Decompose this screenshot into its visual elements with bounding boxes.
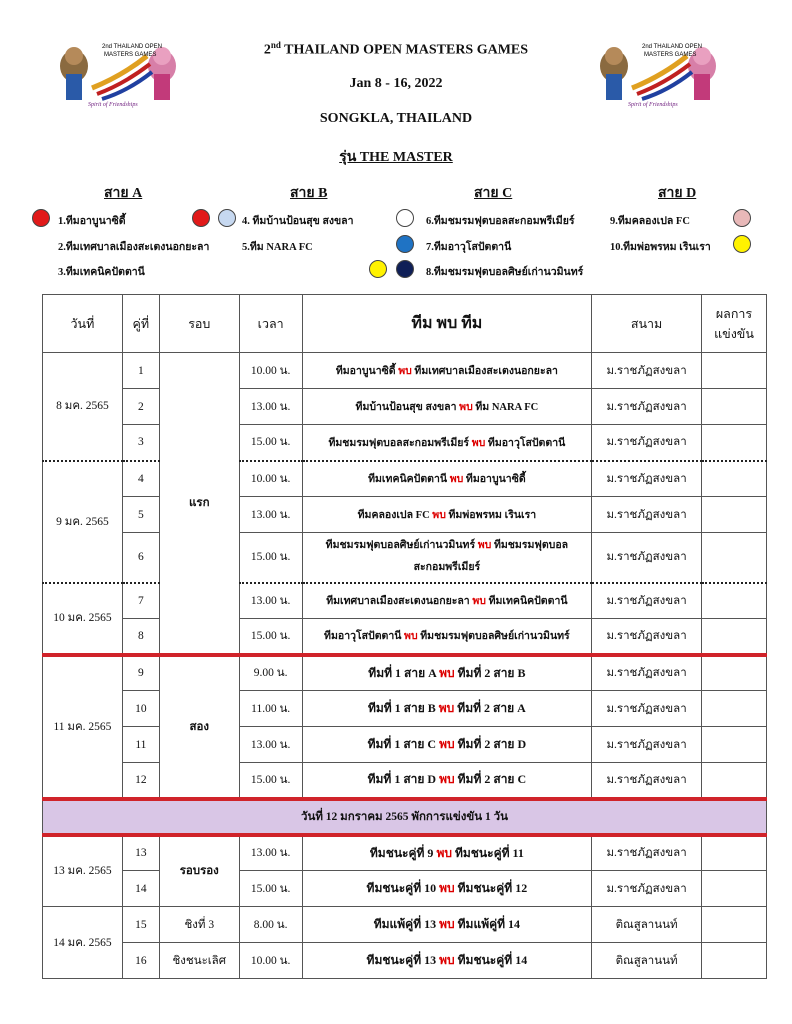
team-6: 6.ทีมชมรมฟุตบอลสะกอมพรีเมียร์ [426,216,575,227]
team-7: 7.ทีมอาวุโสปัตตานี [426,242,512,253]
match-cell: ทีมที่ 1 สาย D พบ ทีมที่ 2 สาย C [302,763,592,799]
round-cell: สอง [159,655,239,799]
team-9-color-dot [733,209,751,227]
logo-text-2: MASTERS GAMES [104,52,157,58]
pair-number: 16 [122,943,159,979]
team-2: 2.ทีมเทศบาลเมืองสะเตงนอกยะลา [58,242,210,253]
team-5: 5.ทีม NARA FC [242,242,313,253]
table-row [43,691,767,727]
match-time: 13.00 น. [239,389,302,425]
match-time: 15.00 น. [239,871,302,907]
round-cell: แรก [159,353,239,655]
match-time: 10.00 น. [239,943,302,979]
event-location: SONGKLA, THAILAND [319,111,473,126]
match-cell: ทีมบ้านป้อนสุข สงขลา พบ ทีม NARA FC [302,389,592,425]
match-time: 9.00 น. [239,655,302,691]
result-cell [702,835,767,871]
match-time: 8.00 น. [239,907,302,943]
venue-cell: ม.ราชภัฏสงขลา [592,619,702,655]
match-cell: ทีมคลองเปล FC พบ ทีมพ่อพรหม เรินเรา [302,497,592,533]
result-cell [702,461,767,497]
venue-cell: ม.ราชภัฏสงขลา [592,533,702,583]
round-cell: รอบรอง [159,835,239,907]
result-cell [702,943,767,979]
logo-text-1: 2nd THAILAND OPEN [642,44,702,50]
date-cell: 8 มค. 2565 [43,353,123,461]
venue-cell: ม.ราชภัฏสงขลา [592,727,702,763]
result-cell [702,425,767,461]
header-date: วันที่ [43,295,123,353]
team-9: 9.ทีมคลองเปล FC [610,216,690,227]
match-time: 13.00 น. [239,835,302,871]
pair-number: 12 [122,763,159,799]
table-row [43,619,767,655]
team-6-color-dot [396,209,414,227]
team-8-color-dot [369,260,387,278]
match-time: 13.00 น. [239,727,302,763]
round-cell: ชิงชนะเลิศ [159,943,239,979]
pair-number: 10 [122,691,159,727]
match-time: 13.00 น. [239,497,302,533]
table-row [43,943,767,979]
result-cell [702,871,767,907]
match-time: 10.00 น. [239,353,302,389]
logo-text-3: Spirit of Friendships [88,102,138,108]
header-time: เวลา [239,295,302,353]
match-cell: ทีมที่ 1 สาย C พบ ทีมที่ 2 สาย D [302,727,592,763]
match-cell: ทีมที่ 1 สาย B พบ ทีมที่ 2 สาย A [302,691,592,727]
pair-number: 13 [122,835,159,871]
logo-text-1: 2nd THAILAND OPEN [102,44,162,50]
venue-cell: ติณสูลานนท์ [592,943,702,979]
date-cell: 11 มค. 2565 [43,655,123,799]
match-cell: ทีมชนะคู่ที่ 9 พบ ทีมชนะคู่ที่ 11 [302,835,592,871]
venue-cell: ม.ราชภัฏสงขลา [592,497,702,533]
result-cell [702,533,767,583]
team-3: 3.ทีมเทคนิคปัตตานี [58,267,145,278]
match-cell: ทีมชนะคู่ที่ 10 พบ ทีมชนะคู่ที่ 12 [302,871,592,907]
header-round: รอบ [159,295,239,353]
table-row [43,425,767,461]
venue-cell: ม.ราชภัฏสงขลา [592,461,702,497]
match-time: 15.00 น. [239,763,302,799]
match-time: 15.00 น. [239,425,302,461]
match-time: 10.00 น. [239,461,302,497]
group-c-heading: สาย C [474,186,513,201]
match-time: 15.00 น. [239,533,302,583]
pair-number: 8 [122,619,159,655]
header-pair: คู่ที่ [122,295,159,353]
venue-cell: ม.ราชภัฏสงขลา [592,763,702,799]
venue-cell: ติณสูลานนท์ [592,907,702,943]
group-b-heading: สาย B [290,186,328,201]
match-cell: ทีมแพ้คู่ที่ 13 พบ ทีมแพ้คู่ที่ 14 [302,907,592,943]
venue-cell: ม.ราชภัฏสงขลา [592,583,702,619]
venue-cell: ม.ราชภัฏสงขลา [592,871,702,907]
pair-number: 4 [122,461,159,497]
team-7-color-dot [396,235,414,253]
team-1: 1.ทีมอาบูนาซิดี้ [58,216,126,227]
venue-cell: ม.ราชภัฏสงขลา [592,425,702,461]
result-cell [702,655,767,691]
header-venue: สนาม [592,295,702,353]
date-cell: 13 มค. 2565 [43,835,123,907]
match-time: 11.00 น. [239,691,302,727]
team-1-color-dot [32,209,50,227]
team-8-color-dot-2 [396,260,414,278]
table-row [43,389,767,425]
table-row [43,583,767,619]
logo-text-3: Spirit of Friendships [628,102,678,108]
result-cell [702,497,767,533]
team-10-color-dot [733,235,751,253]
event-dates: Jan 8 - 16, 2022 [349,76,443,91]
pair-number: 3 [122,425,159,461]
round-cell: ชิงที่ 3 [159,907,239,943]
match-time: 13.00 น. [239,583,302,619]
match-cell: ทีมชมรมฟุตบอลสะกอมพรีเมียร์ พบ ทีมอาวุโสปัตตานี [302,425,592,461]
match-cell: ทีมเทศบาลเมืองสะเตงนอกยะลา พบ ทีมเทคนิคปัตตานี [302,583,592,619]
result-cell [702,583,767,619]
header-result: ผลการ แข่งขัน [702,295,767,353]
event-title: 2nd THAILAND OPEN MASTERS GAMES [263,40,529,58]
pair-number: 1 [122,353,159,389]
table-row [43,353,767,389]
pair-number: 9 [122,655,159,691]
rest-day-row [43,799,767,835]
table-row [43,907,767,943]
team-4-color-dot-2 [218,209,236,227]
pair-number: 6 [122,533,159,583]
schedule-table [42,294,767,979]
date-cell: 9 มค. 2565 [43,461,123,583]
match-time: 15.00 น. [239,619,302,655]
result-cell [702,691,767,727]
date-cell: 14 มค. 2565 [43,907,123,979]
group-d-heading: สาย D [658,186,697,201]
header-match: ทีม พบ ทีม [302,295,592,353]
pair-number: 7 [122,583,159,619]
venue-cell: ม.ราชภัฏสงขลา [592,389,702,425]
table-header-row [43,295,767,353]
table-row [43,461,767,497]
venue-cell: ม.ราชภัฏสงขลา [592,655,702,691]
table-row [43,655,767,691]
pair-number: 11 [122,727,159,763]
venue-cell: ม.ราชภัฏสงขลา [592,691,702,727]
division-title: รุ่น THE MASTER [339,150,453,165]
match-cell: ทีมอาวุโสปัตตานี พบ ทีมชมรมฟุตบอลศิษย์เก่านวมินทร์ [302,619,592,655]
pair-number: 14 [122,871,159,907]
result-cell [702,727,767,763]
date-cell: 10 มค. 2565 [43,583,123,655]
result-cell [702,353,767,389]
pair-number: 2 [122,389,159,425]
table-row [43,533,767,583]
match-cell: ทีมที่ 1 สาย A พบ ทีมที่ 2 สาย B [302,655,592,691]
result-cell [702,389,767,425]
match-cell: ทีมเทคนิคปัตตานี พบ ทีมอาบูนาซิดี้ [302,461,592,497]
table-row [43,727,767,763]
pair-number: 5 [122,497,159,533]
match-cell: ทีมชนะคู่ที่ 13 พบ ทีมชนะคู่ที่ 14 [302,943,592,979]
result-cell [702,907,767,943]
logo-text-2: MASTERS GAMES [644,52,697,58]
team-4: 4. ทีมบ้านป้อนสุข สงขลา [242,216,354,227]
table-row [43,835,767,871]
match-cell: ทีมชมรมฟุตบอลศิษย์เก่านวมินทร์ พบ ทีมชมรมฟุตบอล สะกอมพรีเมียร์ [302,533,592,583]
team-8: 8.ทีมชมรมฟุตบอลศิษย์เก่านวมินทร์ [426,267,584,278]
result-cell [702,619,767,655]
table-row [43,763,767,799]
venue-cell: ม.ราชภัฏสงขลา [592,353,702,389]
team-4-color-dot [192,209,210,227]
match-cell: ทีมอาบูนาซิดี้ พบ ทีมเทศบาลเมืองสะเตงนอกยะลา [302,353,592,389]
group-a-heading: สาย A [104,186,143,201]
rest-day-note: วันที่ 12 มกราคม 2565 พักการแข่งขัน 1 วัน [43,799,767,835]
team-10: 10.ทีมพ่อพรหม เรินเรา [610,242,711,253]
table-row [43,497,767,533]
result-cell [702,763,767,799]
venue-cell: ม.ราชภัฏสงขลา [592,835,702,871]
pair-number: 15 [122,907,159,943]
table-row [43,871,767,907]
